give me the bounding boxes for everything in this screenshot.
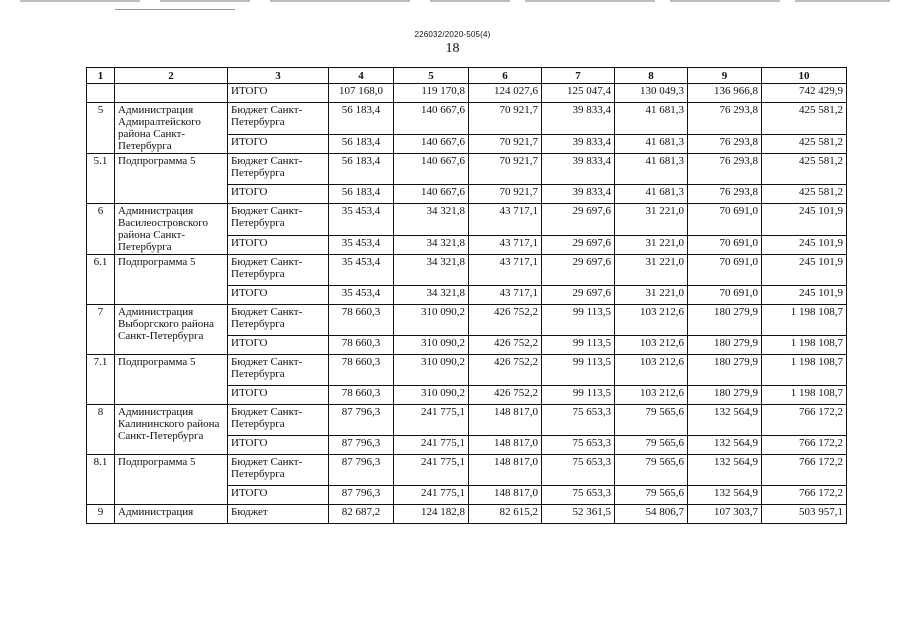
- amount-cell: 76 293,8: [688, 185, 762, 204]
- row-number-cell: 9: [87, 505, 115, 524]
- row-number-cell: 7: [87, 305, 115, 355]
- table-row: [87, 505, 847, 524]
- table-row: [87, 405, 847, 436]
- funding-source-cell: Бюджет Санкт-Петербурга: [228, 204, 329, 236]
- amount-cell: 76 293,8: [688, 154, 762, 185]
- amount-cell: 31 221,0: [615, 235, 688, 254]
- amount-cell: 766 172,2: [762, 405, 847, 436]
- funding-source-cell: ИТОГО: [228, 486, 329, 505]
- amount-cell: 82 687,2: [329, 505, 394, 524]
- row-number-cell: [87, 84, 115, 103]
- column-header: 2: [115, 68, 228, 84]
- amount-cell: 180 279,9: [688, 355, 762, 386]
- amount-cell: 39 833,4: [542, 185, 615, 204]
- column-header: 7: [542, 68, 615, 84]
- amount-cell: 35 453,4: [329, 235, 394, 254]
- table-row: [87, 204, 847, 236]
- amount-cell: 41 681,3: [615, 103, 688, 135]
- amount-cell: 78 660,3: [329, 305, 394, 336]
- amount-cell: 132 564,9: [688, 405, 762, 436]
- amount-cell: 70 921,7: [469, 103, 542, 135]
- amount-cell: 103 212,6: [615, 305, 688, 336]
- amount-cell: 245 101,9: [762, 235, 847, 254]
- amount-cell: 148 817,0: [469, 436, 542, 455]
- row-number-cell: 5: [87, 103, 115, 154]
- amount-cell: 87 796,3: [329, 436, 394, 455]
- row-number-cell: 8.1: [87, 455, 115, 505]
- amount-cell: 75 653,3: [542, 405, 615, 436]
- amount-cell: 180 279,9: [688, 386, 762, 405]
- amount-cell: 79 565,6: [615, 486, 688, 505]
- amount-cell: 35 453,4: [329, 204, 394, 236]
- column-header: 9: [688, 68, 762, 84]
- amount-cell: 426 752,2: [469, 355, 542, 386]
- amount-cell: 39 833,4: [542, 103, 615, 135]
- amount-cell: 41 681,3: [615, 185, 688, 204]
- funding-source-cell: ИТОГО: [228, 386, 329, 405]
- table-row: [87, 355, 847, 386]
- document-code: 226032/2020-505(4): [414, 30, 491, 39]
- amount-cell: 99 113,5: [542, 355, 615, 386]
- amount-cell: 148 817,0: [469, 405, 542, 436]
- amount-cell: 41 681,3: [615, 134, 688, 153]
- amount-cell: 79 565,6: [615, 405, 688, 436]
- row-number-cell: 8: [87, 405, 115, 455]
- amount-cell: 87 796,3: [329, 486, 394, 505]
- amount-cell: 426 752,2: [469, 336, 542, 355]
- amount-cell: 132 564,9: [688, 486, 762, 505]
- amount-cell: 130 049,3: [615, 84, 688, 103]
- funding-source-cell: Бюджет Санкт-Петербурга: [228, 103, 329, 135]
- page-number: 18: [445, 41, 460, 56]
- funding-source-cell: ИТОГО: [228, 286, 329, 305]
- amount-cell: 75 653,3: [542, 486, 615, 505]
- table-body: [87, 84, 847, 524]
- amount-cell: 140 667,6: [394, 103, 469, 135]
- amount-cell: 56 183,4: [329, 134, 394, 153]
- amount-cell: 310 090,2: [394, 305, 469, 336]
- amount-cell: 426 752,2: [469, 305, 542, 336]
- amount-cell: 52 361,5: [542, 505, 615, 524]
- amount-cell: 70 921,7: [469, 154, 542, 185]
- amount-cell: 425 581,2: [762, 134, 847, 153]
- executor-cell: Администрация: [115, 505, 228, 524]
- amount-cell: 241 775,1: [394, 436, 469, 455]
- amount-cell: 132 564,9: [688, 455, 762, 486]
- funding-source-cell: Бюджет Санкт-Петербурга: [228, 405, 329, 436]
- amount-cell: 124 027,6: [469, 84, 542, 103]
- amount-cell: 99 113,5: [542, 386, 615, 405]
- funding-source-cell: ИТОГО: [228, 134, 329, 153]
- column-header: 5: [394, 68, 469, 84]
- amount-cell: 75 653,3: [542, 436, 615, 455]
- amount-cell: 78 660,3: [329, 386, 394, 405]
- amount-cell: 29 697,6: [542, 286, 615, 305]
- amount-cell: 766 172,2: [762, 486, 847, 505]
- amount-cell: 241 775,1: [394, 486, 469, 505]
- amount-cell: 140 667,6: [394, 185, 469, 204]
- amount-cell: 34 321,8: [394, 204, 469, 236]
- amount-cell: 1 198 108,7: [762, 305, 847, 336]
- amount-cell: 70 921,7: [469, 185, 542, 204]
- amount-cell: 132 564,9: [688, 436, 762, 455]
- funding-source-cell: ИТОГО: [228, 436, 329, 455]
- amount-cell: 29 697,6: [542, 204, 615, 236]
- amount-cell: 31 221,0: [615, 255, 688, 286]
- executor-cell: Администрация Калининского района Санкт-Петербурга: [115, 405, 228, 455]
- amount-cell: 34 321,8: [394, 255, 469, 286]
- amount-cell: 245 101,9: [762, 204, 847, 236]
- amount-cell: 241 775,1: [394, 455, 469, 486]
- header-row: [87, 68, 847, 84]
- amount-cell: 136 966,8: [688, 84, 762, 103]
- amount-cell: 70 691,0: [688, 286, 762, 305]
- scan-artifact-top: [0, 0, 905, 4]
- amount-cell: 70 691,0: [688, 235, 762, 254]
- column-header: 3: [228, 68, 329, 84]
- table-row: [87, 154, 847, 185]
- row-number-cell: 6: [87, 204, 115, 255]
- amount-cell: 103 212,6: [615, 386, 688, 405]
- amount-cell: 180 279,9: [688, 336, 762, 355]
- amount-cell: 79 565,6: [615, 455, 688, 486]
- amount-cell: 1 198 108,7: [762, 386, 847, 405]
- funding-source-cell: Бюджет: [228, 505, 329, 524]
- funding-source-cell: ИТОГО: [228, 235, 329, 254]
- amount-cell: 43 717,1: [469, 204, 542, 236]
- amount-cell: 31 221,0: [615, 286, 688, 305]
- amount-cell: 34 321,8: [394, 286, 469, 305]
- amount-cell: 425 581,2: [762, 185, 847, 204]
- amount-cell: 56 183,4: [329, 185, 394, 204]
- amount-cell: 1 198 108,7: [762, 336, 847, 355]
- amount-cell: 148 817,0: [469, 455, 542, 486]
- amount-cell: 99 113,5: [542, 336, 615, 355]
- amount-cell: 87 796,3: [329, 455, 394, 486]
- amount-cell: 103 212,6: [615, 336, 688, 355]
- column-header: 6: [469, 68, 542, 84]
- amount-cell: 766 172,2: [762, 436, 847, 455]
- column-header: 4: [329, 68, 394, 84]
- funding-source-cell: Бюджет Санкт-Петербурга: [228, 305, 329, 336]
- amount-cell: 78 660,3: [329, 336, 394, 355]
- amount-cell: 39 833,4: [542, 154, 615, 185]
- amount-cell: 43 717,1: [469, 286, 542, 305]
- table-row: [87, 455, 847, 486]
- amount-cell: 75 653,3: [542, 455, 615, 486]
- amount-cell: 35 453,4: [329, 286, 394, 305]
- amount-cell: 79 565,6: [615, 436, 688, 455]
- row-number-cell: 7.1: [87, 355, 115, 405]
- amount-cell: 41 681,3: [615, 154, 688, 185]
- executor-cell: Администрация Василеостровского района Санкт-Петербурга: [115, 204, 228, 255]
- amount-cell: 140 667,6: [394, 154, 469, 185]
- amount-cell: 56 183,4: [329, 103, 394, 135]
- amount-cell: 35 453,4: [329, 255, 394, 286]
- amount-cell: 56 183,4: [329, 154, 394, 185]
- executor-cell: Администрация Адмиралтейского района Санкт-Петербурга: [115, 103, 228, 154]
- funding-source-cell: ИТОГО: [228, 84, 329, 103]
- executor-cell: Подпрограмма 5: [115, 255, 228, 305]
- column-header: 10: [762, 68, 847, 84]
- amount-cell: 76 293,8: [688, 134, 762, 153]
- amount-cell: 124 182,8: [394, 505, 469, 524]
- amount-cell: 78 660,3: [329, 355, 394, 386]
- executor-cell: Подпрограмма 5: [115, 355, 228, 405]
- table-row: [87, 255, 847, 286]
- amount-cell: 70 691,0: [688, 255, 762, 286]
- amount-cell: 29 697,6: [542, 255, 615, 286]
- executor-cell: Подпрограмма 5: [115, 154, 228, 204]
- amount-cell: 310 090,2: [394, 336, 469, 355]
- amount-cell: 766 172,2: [762, 455, 847, 486]
- executor-cell: Подпрограмма 5: [115, 455, 228, 505]
- executor-cell: Администрация Выборгского района Санкт-Петербурга: [115, 305, 228, 355]
- scan-artifact-underline: [115, 9, 235, 10]
- funding-source-cell: Бюджет Санкт-Петербурга: [228, 355, 329, 386]
- amount-cell: 310 090,2: [394, 355, 469, 386]
- funding-source-cell: ИТОГО: [228, 336, 329, 355]
- column-header: 1: [87, 68, 115, 84]
- amount-cell: 70 691,0: [688, 204, 762, 236]
- amount-cell: 148 817,0: [469, 486, 542, 505]
- amount-cell: 82 615,2: [469, 505, 542, 524]
- amount-cell: 119 170,8: [394, 84, 469, 103]
- amount-cell: 107 168,0: [329, 84, 394, 103]
- amount-cell: 87 796,3: [329, 405, 394, 436]
- funding-source-cell: Бюджет Санкт-Петербурга: [228, 154, 329, 185]
- amount-cell: 39 833,4: [542, 134, 615, 153]
- budget-table: [86, 67, 847, 524]
- amount-cell: 34 321,8: [394, 235, 469, 254]
- amount-cell: 310 090,2: [394, 386, 469, 405]
- amount-cell: 245 101,9: [762, 255, 847, 286]
- column-header: 8: [615, 68, 688, 84]
- table-row: [87, 84, 847, 103]
- amount-cell: 425 581,2: [762, 154, 847, 185]
- amount-cell: 241 775,1: [394, 405, 469, 436]
- amount-cell: 76 293,8: [688, 103, 762, 135]
- table-row: [87, 305, 847, 336]
- amount-cell: 1 198 108,7: [762, 355, 847, 386]
- amount-cell: 180 279,9: [688, 305, 762, 336]
- table-row: [87, 103, 847, 135]
- amount-cell: 31 221,0: [615, 204, 688, 236]
- amount-cell: 43 717,1: [469, 255, 542, 286]
- amount-cell: 125 047,4: [542, 84, 615, 103]
- row-number-cell: 6.1: [87, 255, 115, 305]
- amount-cell: 140 667,6: [394, 134, 469, 153]
- amount-cell: 43 717,1: [469, 235, 542, 254]
- amount-cell: 70 921,7: [469, 134, 542, 153]
- amount-cell: 742 429,9: [762, 84, 847, 103]
- amount-cell: 54 806,7: [615, 505, 688, 524]
- row-number-cell: 5.1: [87, 154, 115, 204]
- amount-cell: 425 581,2: [762, 103, 847, 135]
- amount-cell: 245 101,9: [762, 286, 847, 305]
- funding-source-cell: Бюджет Санкт-Петербурга: [228, 455, 329, 486]
- amount-cell: 503 957,1: [762, 505, 847, 524]
- amount-cell: 29 697,6: [542, 235, 615, 254]
- amount-cell: 99 113,5: [542, 305, 615, 336]
- amount-cell: 107 303,7: [688, 505, 762, 524]
- amount-cell: 103 212,6: [615, 355, 688, 386]
- funding-source-cell: ИТОГО: [228, 185, 329, 204]
- amount-cell: 426 752,2: [469, 386, 542, 405]
- funding-source-cell: Бюджет Санкт-Петербурга: [228, 255, 329, 286]
- executor-cell: [115, 84, 228, 103]
